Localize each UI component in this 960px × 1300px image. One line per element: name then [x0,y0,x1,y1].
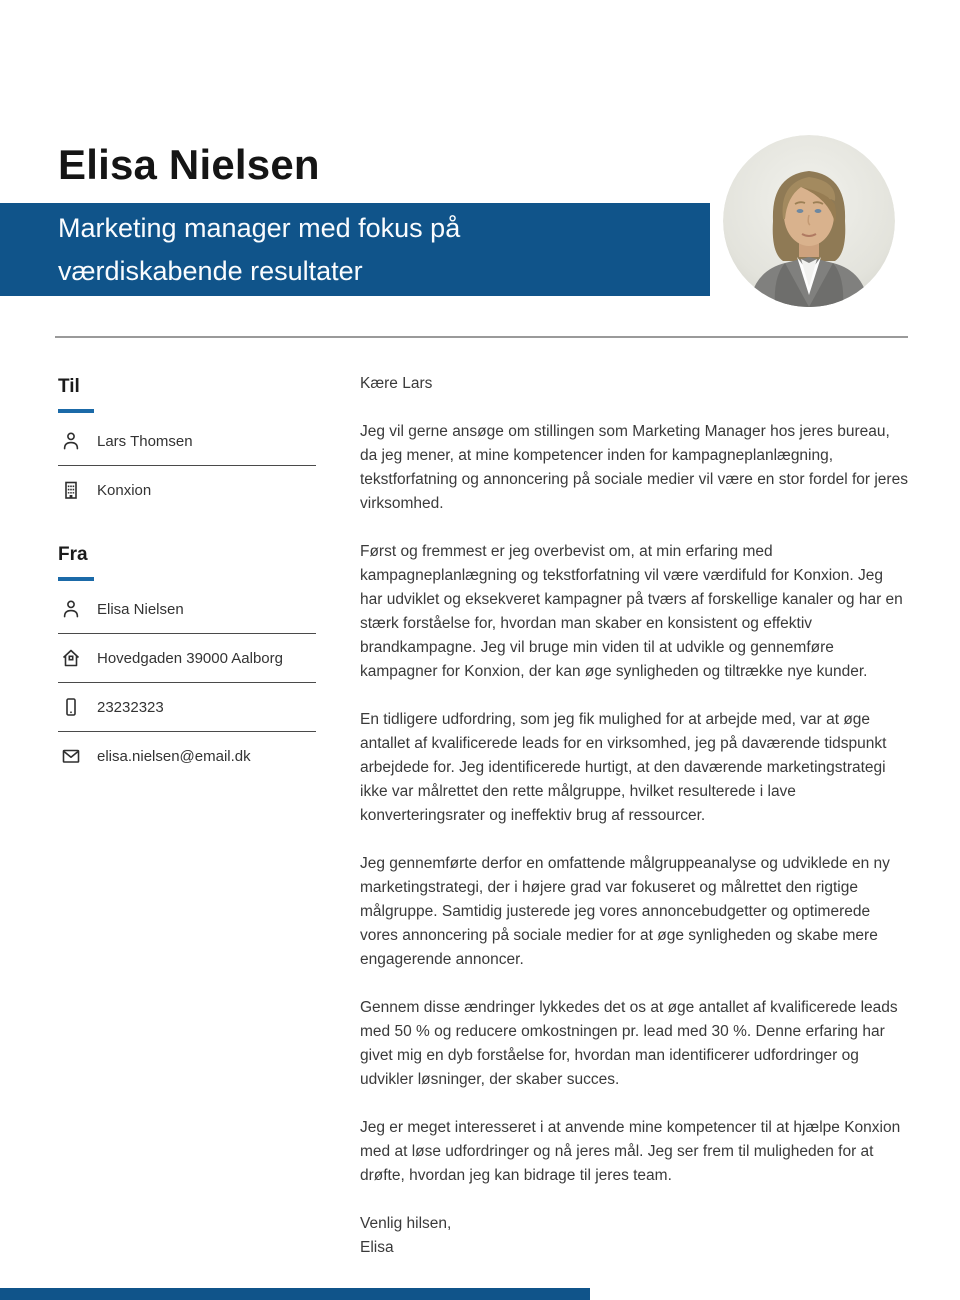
person-icon [60,598,82,620]
letter-body [360,372,908,1260]
home-icon [60,647,82,669]
paragraph: Jeg er meget interesseret i at anvende mine kompetencer til at hjælpe Konxion med at løse udfordringer og nå jeres mål. Jeg ser frem til muligheden for at drøfte, hvordan jeg kan bidrage til jeres team. [360,1119,901,1184]
contact-sidebar [58,372,316,1260]
paragraph: Gennem disse ændringer lykkedes det os at øge antallet af kvalificerede leads med 50 % og reducere omkostningen pr. lead med 30 %. Denne erfaring har givet mig en dyb forståelse for, hvordan man identificerer udfordringer og udvikler løsninger, der skaber succes. [360,999,898,1088]
salutation: Kære Lars [360,375,433,392]
section-to [58,372,316,514]
paragraph: En tidligere udfordring, som jeg fik mulighed for at arbejde med, var at øge antallet af kvalificerede leads for en virksomhed, jeg på daværende tidspunkt arbejdede for. Jeg identificerede hurtigt, at den daværende marketingstrategi ikke var målrettet den rette målgruppe, hvilket resulterede i lave konverteringsrater og ineffektiv brug af ressourcer. [360,711,887,824]
tagline-line2: værdiskabende resultater [58,255,363,286]
avatar [723,135,895,307]
section-from-title: Fra [58,544,88,565]
tagline-banner [0,203,710,296]
paragraph: Først og fremmest er jeg overbevist om, at min erfaring med kampagneplanlægning og tekstforfatning vil være værdifuld for Konxion. Jeg har udviklet og eksekveret kampagner på tværs af forskellige kanaler og har en stærk forståelse for, hvordan man skaber en konsistent og effektiv brandkampagne. Jeg vil bruge min viden til at udvikle og gennemføre kampagner for Konxion, der kan øge synligheden og tiltrække nye kunder. [360,543,903,680]
footer-accent-bar [0,1288,590,1300]
header-divider [55,336,908,338]
sender-address-row [58,634,316,683]
sender-phone: 23232323 [97,698,164,716]
avatar-illustration [723,135,895,307]
recipient-company: Konxion [97,481,152,499]
content-columns [58,372,908,1260]
section-from [58,540,316,780]
tagline-line1: Marketing manager med fokus på [58,212,461,243]
sender-email-row [58,732,316,780]
sender-name: Elisa Nielsen [97,600,184,618]
sender-name-row [58,585,316,634]
section-from-underline [58,577,94,581]
building-icon [60,479,82,501]
closing: Venlig hilsen, [360,1215,452,1232]
section-to-underline [58,409,94,413]
signature: Elisa [360,1239,394,1256]
phone-icon [60,696,82,718]
sender-email: elisa.nielsen@email.dk [97,747,251,765]
recipient-name: Lars Thomsen [97,432,193,450]
page-title: Elisa Nielsen [58,141,320,188]
sender-address: Hovedgaden 39000 Aalborg [97,649,283,667]
person-icon [60,430,82,452]
recipient-company-row [58,466,316,514]
mail-icon [60,745,82,767]
paragraph: Jeg vil gerne ansøge om stillingen som Marketing Manager hos jeres bureau, da jeg mener, at mine kompetencer inden for kampagneplanlægning, tekstforfatning og annoncering på sociale medier vil være en stor fordel for jeres virksomhed. [360,423,908,512]
sender-phone-row [58,683,316,732]
recipient-name-row [58,417,316,466]
section-to-title: Til [58,376,80,397]
paragraph: Jeg gennemførte derfor en omfattende målgruppeanalyse og udviklede en ny marketingstrategi, der i højere grad var fokuseret og målrettet den rigtige målgruppe. Samtidig justerede jeg vores annoncebudgetter og optimerede vores annoncering på sociale medier for at øge synligheden og skabe mere engagerende annoncer. [360,855,890,968]
